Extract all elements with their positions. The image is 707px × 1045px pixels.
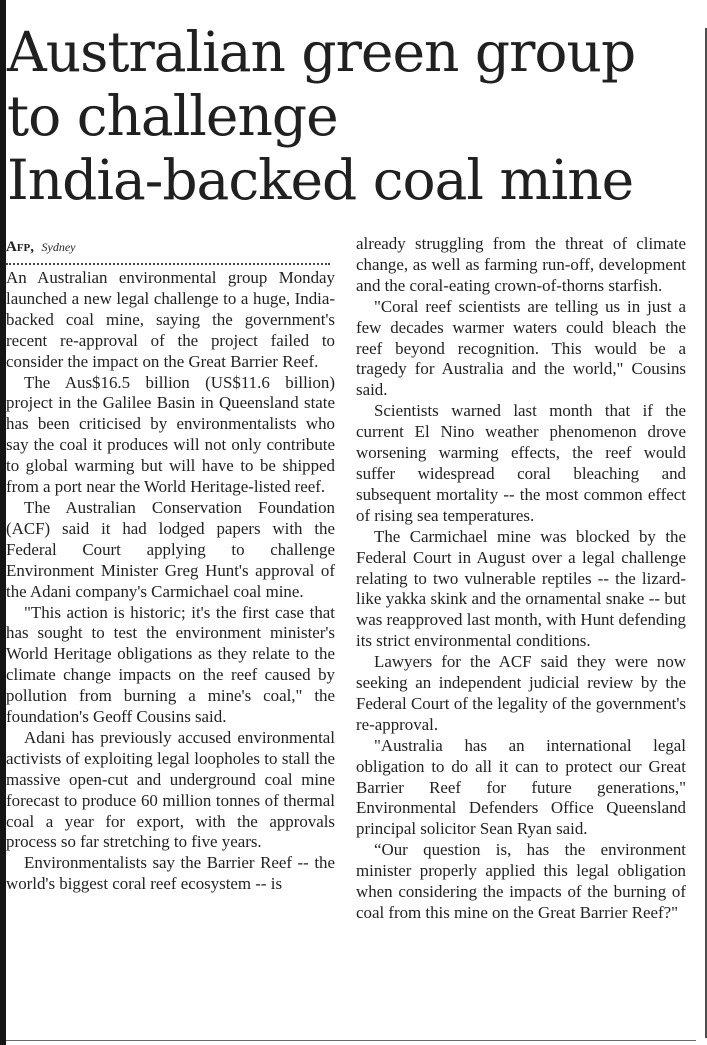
paragraph: "Australia has an international legal obligation to do all it can to protect our Great Barrier Reef for future generations," Environmental Defenders Office Queensland principal solicitor Sean Ryan said. [356, 735, 686, 839]
paragraph: "Coral reef scientists are telling us in just a few decades warmer waters could bleach the reef beyond recognition. This would be a tragedy for Australia and the world," Cousins said. [356, 296, 686, 400]
byline [6, 238, 335, 257]
paragraph: Lawyers for the ACF said they were now seeking an independent judicial review by the Federal Court of the legality of the government's re-approval. [356, 652, 686, 734]
headline-line: Australian green group [7, 20, 636, 84]
byline-location: Sydney [41, 240, 76, 254]
headline-line: India-backed coal mine [7, 148, 634, 212]
headline [7, 20, 701, 212]
bottom-rule [6, 1040, 696, 1041]
paragraph: An Australian environmental group Monday launched a new legal challenge to a huge, India-backed coal mine, saying the government's recent re-approval of the project failed to consider the impact on the Great Barrier Reef. [6, 268, 335, 371]
article-column-right [356, 234, 686, 924]
paragraph: Adani has previously accused environmental activists of exploiting legal loopholes to stall the massive open-cut and underground coal mine forecast to produce 60 million tonnes of thermal coal a year for export, with the approvals process so far stretching to five years. [6, 727, 335, 852]
paragraph: The Australian Conservation Foundation (ACF) said it had lodged papers with the Federal Court applying to challenge Environment Minister Greg Hunt's approval of the Adani company's Carmichael coal mine. [6, 497, 335, 601]
headline-line: to challenge [7, 84, 338, 148]
byline-divider [6, 263, 330, 265]
paragraph: already struggling from the threat of climate change, as well as farming run-off, development and the coral-eating crown-of-thorns starfish. [356, 234, 686, 295]
paragraph: Scientists warned last month that if the current El Nino weather phenomenon drove worsening warming effects, the reef would suffer widespread coral bleaching and subsequent mortality -- the most common effect of rising sea temperatures. [356, 401, 686, 525]
paragraph: The Aus$16.5 billion (US$11.6 billion) project in the Galilee Basin in Queensland state has been criticised by environmentalists who say the coal it produces will not only contribute to global warming but will have to be shipped from a port near the World Heritage-listed reef. [6, 372, 335, 497]
paragraph: "This action is historic; it's the first case that has sought to test the environment minister's World Heritage obligations as they relate to the climate change impacts on the reef caused by pollution from burning a mine's coal," the foundation's Geoff Cousins said. [6, 602, 335, 727]
paragraph: “Our question is, has the environment minister properly applied this legal obligation when considering the impacts of the burning of coal from this mine on the Great Barrier Reef?" [356, 840, 686, 922]
paragraph: The Carmichael mine was blocked by the Federal Court in August over a legal challenge relating to two vulnerable reptiles -- the lizard-like yakka skink and the ornamental snake -- but was reapproved last month, with Hunt defending its strict environmental conditions. [356, 526, 686, 651]
paragraph: Environmentalists say the Barrier Reef -- the world's biggest coral reef ecosystem -- is [6, 853, 335, 894]
article-column-left [6, 238, 335, 895]
byline-agency: Afp, [6, 239, 35, 255]
